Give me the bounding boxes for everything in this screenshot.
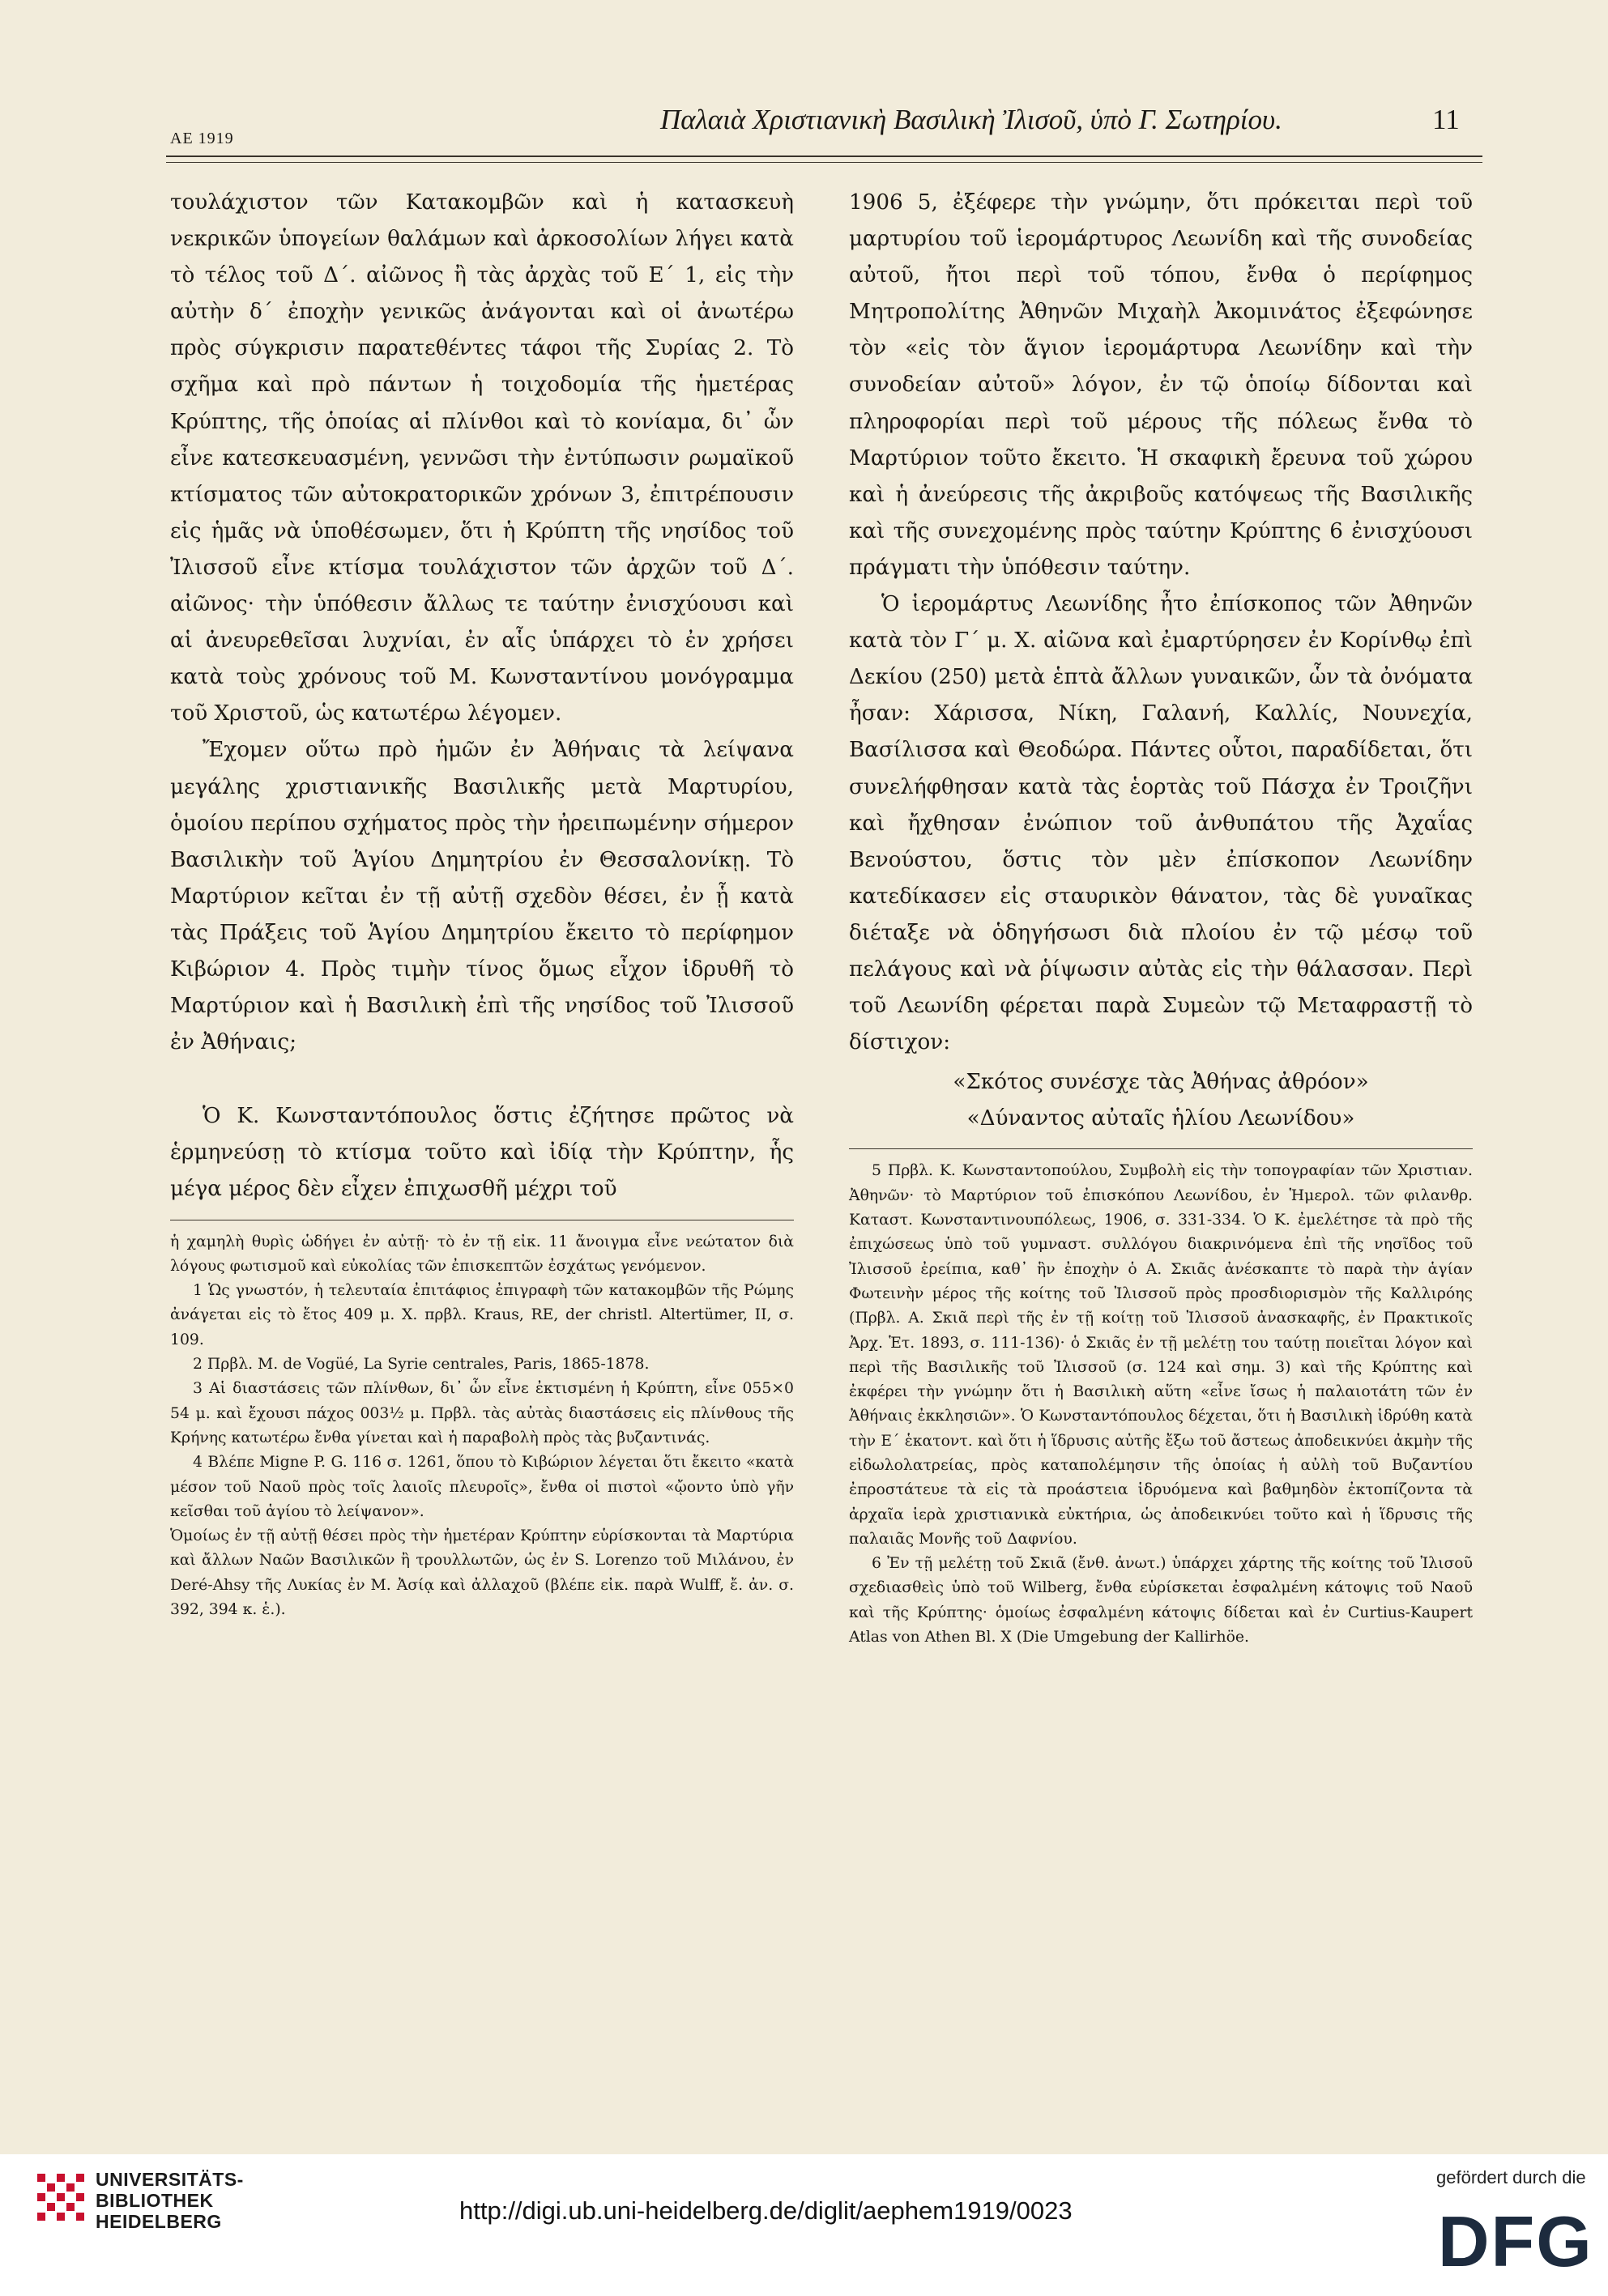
header-rule-thin (166, 162, 1482, 163)
left-paragraph-2: Ἔχομεν οὕτω πρὸ ἡμῶν ἐν Ἀθήναις τὰ λείψανα μεγάλης χριστιανικῆς Βασιλικῆς μετὰ Μαρτυρίου, ὁμοίου περίπου σχήματος πρὸς τὴν ἠρειπωμένην σήμερον Βασιλικὴν τοῦ Ἁγίου Δημητρίου ἐν Θεσσαλονίκῃ. Τὸ Μαρτύριον κεῖται ἐν τῇ αὐτῇ σχεδὸν θέσει, ἐν ᾗ κατὰ τὰς Πράξεις τοῦ Ἁγίου Δημητρίου ἔκειτο τὸ περίφημον Κιβώριον 4. Πρὸς τιμὴν τίνος ὅμως εἶχον ἱδρυθῆ τὸ Μαρτύριον καὶ ἡ Βασιλικὴ ἐπὶ τῆς νησίδος τοῦ Ἰλισσοῦ ἐν Ἀθήναις; (170, 738, 794, 1055)
right-paragraph-1: 1906 5, ἐξέφερε τὴν γνώμην, ὅτι πρόκειται περὶ τοῦ μαρτυρίου τοῦ ἱερομάρτυρος Λεωνίδη καὶ τῆς συνοδείας αὐτοῦ, ἤτοι περὶ τοῦ τόπου, ἔνθα ὁ περίφημος Μητροπολίτης Ἀθηνῶν Μιχαὴλ Ἀκομινάτος ἐξεφώνησε τὸν «εἰς τὸν ἅγιον ἱερομάρτυρα Λεωνίδην καὶ τὴν συνοδείαν αὐτοῦ» λόγον, ἐν τῷ ὁποίῳ δίδονται καὶ πληροφορίαι περὶ τοῦ μέρους τῆς πόλεως ἔνθα τὸ Μαρτύριον τοῦτο ἔκειτο. Ἡ σκαφικὴ ἔρευνα τοῦ χώρου καὶ ἡ ἀνεύρεσις τῆς ἀκριβοῦς κατόψεως τῆς Βασιλικῆς καὶ τῆς συνεχομένης πρὸς ταύτην Κρύπτης 6 ἐνισχύουσι πράγματι τὴν ὑπόθεσιν ταύτην. (849, 190, 1473, 580)
left-body-text (170, 185, 794, 1208)
header-rule (166, 155, 1482, 157)
footnote-continued: ἡ χαμηλὴ θυρὶς ὡδήγει ἐν αὐτῇ· τὸ ἐν τῇ εἰκ. 11 ἄνοιγμα εἶνε νεώτατον διὰ λόγους φωτισμοῦ καὶ εὐκολίας τῶν ἐπισκεπτῶν ἐσχάτως γενόμενον. (170, 1233, 794, 1275)
library-name-line-1: UNIVERSITÄTS- (96, 2169, 244, 2190)
footnote-2: 2 Πρβλ. M. de Vogüé, La Syrie centrales, Paris, 1865-1878. (193, 1356, 650, 1374)
page-number: 11 (1432, 104, 1460, 135)
journal-abbreviation: ΑΕ 1919 (170, 130, 234, 147)
left-paragraph-1: τουλάχιστον τῶν Κατακομβῶν καὶ ἡ κατασκευὴ νεκρικῶν ὑπογείων θαλάμων καὶ ἀρκοσολίων λήγει κατὰ τὸ τέλος τοῦ Δ΄. αἰῶνος ἢ τὰς ἀρχὰς τοῦ Ε΄ 1, εἰς τὴν αὐτὴν δ΄ ἐποχὴν γενικῶς ἀνάγονται καὶ οἱ ἀνωτέρω πρὸς σύγκρισιν παρατεθέντες τάφοι τῆς Συρίας 2. Τὸ σχῆμα καὶ πρὸ πάντων ἡ τοιχοδομία τῆς ἡμετέρας Κρύπτης, τῆς ὁποίας αἱ πλίνθοι καὶ τὸ κονίαμα, δι᾽ ὧν εἶνε κατεσκευασμένη, γεννῶσι τὴν ἐντύπωσιν ρωμαϊκοῦ κτίσματος τῶν αὐτοκρατορικῶν χρόνων 3, ἐπιτρέπουσιν εἰς ἡμᾶς νὰ ὑποθέσωμεν, ὅτι ἡ Κρύπτη τῆς νησίδος τοῦ Ἰλισσοῦ εἶνε κτίσμα τουλάχιστον τῶν ἀρχῶν τοῦ Δ΄. αἰῶνος· τὴν ὑπόθεσιν ἄλλως τε ταύτην ἐνισχύουσι καὶ αἱ ἀνευρεθεῖσαι λυχνίαι, ἐν αἷς ὑπάρχει τὸ ἐν χρήσει κατὰ τοὺς χρόνους τοῦ Μ. Κωνσταντίνου μονόγραμμα τοῦ Χριστοῦ, ὡς κατωτέρω λέγομεν. (170, 190, 794, 726)
paragraph-gap (170, 1061, 794, 1098)
right-body-text (849, 185, 1473, 1137)
right-column (849, 185, 1473, 1650)
funded-by-label: gefördert durch die (1436, 2167, 1586, 2187)
document-url-link[interactable]: http://digi.ub.uni-heidelberg.de/diglit/aephem1919/0023 (459, 2196, 1073, 2225)
dfg-logo: DFG (1438, 2201, 1593, 2281)
right-paragraph-2: Ὁ ἱερομάρτυς Λεωνίδης ἦτο ἐπίσκοπος τῶν Ἀθηνῶν κατὰ τὸν Γ΄ μ. Χ. αἰῶνα καὶ ἐμαρτύρησεν ἐν Κορίνθῳ ἐπὶ Δεκίου (250) μετὰ ἑπτὰ ἄλλων γυναικῶν, ὧν τὰ ὀνόματα ἦσαν: Χάρισσα, Νίκη, Γαλανή, Καλλίς, Νουνεχία, Βασίλισσα καὶ Θεοδώρα. Πάντες οὗτοι, παραδίδεται, ὅτι συνελήφθησαν κατὰ τὰς ἑορτὰς τοῦ Πάσχα ἐν Τροιζῆνι καὶ ἤχθησαν ἐνώπιον τοῦ ἀνθυπάτου τῆς Ἀχαΐας Βενούστου, ὅστις τὸν μὲν ἐπίσκοπον Λεωνίδην κατεδίκασεν εἰς σταυρικὸν θάνατον, τὰς δὲ γυναῖκας διέταξε νὰ ὁδηγήσωσι διὰ πλοίου ἐν τῷ μέσῳ τοῦ πελάγους καὶ νὰ ῥίψωσιν αὐτὰς εἰς τὴν θάλασσαν. Περὶ τοῦ Λεωνίδη φέρεται παρὰ Συμεὼν τῷ Μεταφραστῇ τὸ δίστιχον: (849, 592, 1473, 1055)
quote-line-1: «Σκότος συνέσχε τὰς Ἀθήνας ἀθρόον» (953, 1070, 1369, 1095)
distich-quote (849, 1064, 1473, 1137)
footnote-1: 1 Ὡς γνωστόν, ἡ τελευταία ἐπιτάφιος ἐπιγραφὴ τῶν κατακομβῶν τῆς Ρώμης ἀνάγεται εἰς τὸ ἔτος 409 μ. Χ. πρβλ. Kraus, RE, der christl. Altertümer, II, σ. 109. (170, 1282, 794, 1348)
left-footnotes (170, 1230, 794, 1623)
footnote-4-continued: Ὁμοίως ἐν τῇ αὐτῇ θέσει πρὸς τὴν ἡμετέραν Κρύπτην εὑρίσκονται τὰ Μαρτύρια καὶ ἄλλων Ναῶν Βασιλικῶν ἢ τρουλλωτῶν, ὡς ἐν S. Lorenzo τοῦ Μιλάνου, ἐν Deré-Ahsy τῆς Λυκίας ἐν Μ. Ἀσίᾳ καὶ ἀλλαχοῦ (βλέπε εἰκ. παρὰ Wulff, ἔ. ἀν. σ. 392, 394 κ. ἑ.). (170, 1527, 794, 1618)
footnote-rule (849, 1148, 1473, 1149)
running-title: Παλαιὰ Χριστιανικὴ Βασιλικὴ Ἰλισοῦ, ὑπὸ Γ. Σωτηρίου. (660, 104, 1282, 135)
left-column (170, 185, 794, 1622)
library-name-line-2: BIBLIOTHEK (96, 2190, 214, 2211)
heidelberg-library-logo-icon (36, 2172, 86, 2226)
right-footnotes (849, 1159, 1473, 1650)
library-name (96, 2169, 244, 2232)
footnote-5: 5 Πρβλ. Κ. Κωνσταντοπούλου, Συμβολὴ εἰς τὴν τοπογραφίαν τῶν Χριστιαν. Ἀθηνῶν· τὸ Μαρτύριον τοῦ ἐπισκόπου Λεωνίδου, ἐν Ἡμερολ. τῶν φιλανθρ. Καταστ. Κωνσταντινουπόλεως, 1906, σ. 331-334. Ὁ Κ. ἐμελέτησε τὰ πρὸ τῆς ἐπιχώσεως ὑπὸ τοῦ γυμναστ. συλλόγου διακρινόμενα ἐπὶ τῆς νησῖδος τοῦ Ἰλισσοῦ ἐρείπια, καθ᾽ ἣν ἐποχὴν ὁ Α. Σκιᾶς ἀνέσκαπτε τὸ παρὰ τὴν ἁγίαν Φωτεινὴν μέρος τῆς κοίτης τοῦ Ἰλισσοῦ πρὸς προσδιορισμὸν τῆς Καλλιρόης (Πρβλ. Α. Σκιᾶ περὶ τῆς ἐν τῇ κοίτῃ τοῦ Ἰλισσοῦ ἀνασκαφῆς, ἐν Πρακτικοῖς Ἀρχ. Ἑτ. 1893, σ. 111-136)· ὁ Σκιᾶς ἐν τῇ μελέτῃ του ταύτῃ ποιεῖται λόγον καὶ περὶ τῆς Βασιλικῆς τοῦ Ἰλισσοῦ (σ. 124 καὶ σημ. 3) καὶ τῆς Κρύπτης καὶ ἐκφέρει τὴν γνώμην ὅτι ἡ Βασιλικὴ αὕτη «εἶνε ἴσως ἡ παλαιοτάτη τῶν ἐν Ἀθήναις ἐκκλησιῶν». Ὁ Κωνσταντόπουλος δέχεται, ὅτι ἡ Βασιλικὴ ἱδρύθη κατὰ τὴν Ε΄ ἑκατοντ. καὶ ὅτι ἡ ἵδρυσις αὐτῆς ἔξω τοῦ ἄστεως ἀποδεικνύει ἀκμὴν τῆς εἰδωλολατρείας, πρὸς καταπολέμησιν τῆς ὁποίας ἡ αὐλὴ τοῦ Βυζαντίου ἐπροστάτευε τὰ εἰς τὰ προάστεια ἱδρυόμενα καὶ βαθμηδὸν ἐκτοπίζοντα τὰ ἀρχαῖα ἱερὰ χριστιανικὰ εὐκτήρια, ὡς ἀποδεικνύει τοῦτο καὶ ἡ ἵδρυσις τῆς παλαιᾶς Μονῆς τοῦ Δαφνίου. (849, 1162, 1473, 1548)
footnote-3: 3 Αἱ διαστάσεις τῶν πλίνθων, δι᾽ ὧν εἶνε ἐκτισμένη ἡ Κρύπτη, εἶνε 055×0 54 μ. καὶ ἔχουσι πάχος 003½ μ. Πρβλ. τὰς αὐτὰς διαστάσεις εἰς πλίνθους τῆς Κρήνης κατωτέρω ἔνθα γίνεται καὶ ἡ παραβολὴ πρὸς τὰς βυζαντινάς. (170, 1380, 794, 1446)
library-name-line-3: HEIDELBERG (96, 2211, 222, 2232)
footnote-6: 6 Ἐν τῇ μελέτῃ τοῦ Σκιᾶ (ἔνθ. ἀνωτ.) ὑπάρχει χάρτης τῆς κοίτης τοῦ Ἰλισοῦ σχεδιασθεὶς ὑπὸ τοῦ Wilberg, ἔνθα εὑρίσκεται ἐσφαλμένη κάτοψις τοῦ Ναοῦ καὶ τῆς Κρύπτης· ὁμοίως ἐσφαλμένη κάτοψις δίδεται καὶ ἐν Curtius-Kaupert Atlas von Athen Bl. X (Die Umgebung der Kallirhöe. (849, 1555, 1473, 1646)
left-paragraph-3: Ὁ Κ. Κωνσταντόπουλος ὅστις ἐζήτησε πρῶτος νὰ ἑρμηνεύσῃ τὸ κτίσμα τοῦτο καὶ ἰδίᾳ τὴν Κρύπτην, ἧς μέγα μέρος δὲν εἶχεν ἐπιχωσθῆ μέχρι τοῦ (170, 1104, 794, 1202)
quote-line-2: «Δύναντος αὐταῖς ἡλίου Λεωνίδου» (966, 1106, 1355, 1131)
footnote-4: 4 Βλέπε Migne P. G. 116 σ. 1261, ὅπου τὸ Κιβώριον λέγεται ὅτι ἔκειτο «κατὰ μέσον τοῦ Ναοῦ πρὸς τοῖς λαιοῖς πλευροῖς», ἔνθα οἱ πιστοὶ «ᾤοντο ὑπὸ γῆν κεῖσθαι τοῦ ἁγίου τὸ λείψανον». (170, 1454, 794, 1520)
